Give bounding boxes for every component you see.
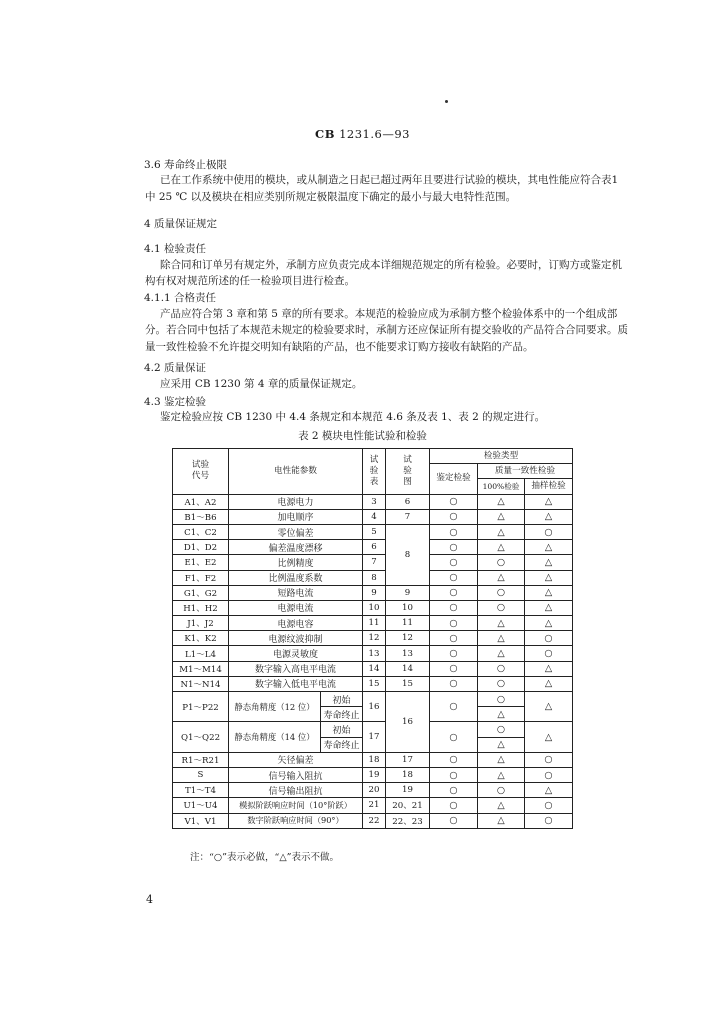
cell-code: Q1～Q22	[173, 722, 229, 752]
cell-test-figure: 15	[386, 676, 430, 691]
table-row	[173, 798, 573, 813]
header-qualification: 鉴定检验	[430, 464, 478, 494]
cell-code: T1～T4	[173, 783, 229, 798]
table-row	[173, 616, 573, 631]
section-4-2-line: 应采用 CB 1230 第 4 章的质量保证规定。	[160, 378, 363, 390]
cell-code: K1、K2	[173, 631, 229, 646]
cell-100-percent: △	[478, 798, 525, 813]
cell-sampling: △	[525, 692, 573, 722]
table-row	[173, 783, 573, 798]
header-sampling: 抽样检验	[525, 479, 573, 494]
section-4-1-1-line: 量一致性检验不允许提交明知有缺陷的产品，也不能要求订购方接收有缺陷的产品。	[145, 341, 534, 353]
cell-param: 数字输入低电平电流	[229, 676, 363, 691]
section-4-3-line: 鉴定检验应按 CB 1230 中 4.4 条规定和本规范 4.6 条及表 1、表 2 的规定进行。	[160, 411, 546, 423]
table-caption: 表 2 模块电性能试验和检验	[298, 430, 427, 442]
cell-qualification: ○	[430, 661, 478, 676]
cell-code: J1、J2	[173, 616, 229, 631]
cell-test-figure: 11	[386, 616, 430, 631]
cell-param: 短路电流	[229, 585, 363, 600]
table-row	[173, 722, 573, 737]
cell-param: 数字输入高电平电流	[229, 661, 363, 676]
cell-code: G1、G2	[173, 585, 229, 600]
cell-test-figure: 7	[386, 509, 430, 524]
cell-100-percent: ○	[478, 783, 525, 798]
cell-test-figure: 8	[386, 524, 430, 585]
header-100-percent: 100%检验	[478, 479, 525, 494]
cell-100-percent: ○	[478, 600, 525, 615]
cell-sub-initial: 初始	[321, 722, 363, 737]
cell-test-table: 7	[363, 555, 386, 570]
cell-param: 数字阶跃响应时间（90°）	[229, 813, 363, 828]
cell-test-table: 3	[363, 494, 386, 509]
cell-test-table: 8	[363, 570, 386, 585]
cell-sampling: △	[525, 616, 573, 631]
cell-test-table: 18	[363, 752, 386, 767]
cell-test-figure: 22、23	[386, 813, 430, 828]
table-row	[173, 600, 573, 615]
cell-code: L1～L4	[173, 646, 229, 661]
cell-test-table: 9	[363, 585, 386, 600]
cell-qualification: ○	[430, 813, 478, 828]
cell-param: 静态角精度（12 位）	[229, 692, 321, 722]
cell-100-percent: ○	[478, 676, 525, 691]
section-3-6-line: 已在工作系统中使用的模块，或从制造之日起已超过两年且要进行试验的模块，其电性能应符合表1	[160, 174, 619, 186]
cell-qualification: ○	[430, 798, 478, 813]
section-4-1-1-line: 产品应符合第 3 章和第 5 章的所有要求。本规范的检验应成为承制方整个检验体系中的一个组成部	[160, 308, 618, 320]
cell-sub-end-of-life: 寿命终止	[321, 707, 363, 722]
cell-code: S	[173, 767, 229, 782]
cell-test-figure: 13	[386, 646, 430, 661]
cell-test-figure: 19	[386, 783, 430, 798]
cell-param: 比例精度	[229, 555, 363, 570]
section-4-1-title: 4.1 检验责任	[144, 243, 207, 255]
header-inspection-type: 检验类型	[430, 449, 573, 464]
cell-sampling: ○	[525, 752, 573, 767]
cell-param: 电源灵敏度	[229, 646, 363, 661]
page-number: 4	[146, 893, 153, 906]
table-row	[173, 646, 573, 661]
header-test-table: 试验表	[363, 449, 386, 495]
table-row	[173, 555, 573, 570]
cell-code: U1～U4	[173, 798, 229, 813]
section-4-1-1-title: 4.1.1 合格责任	[144, 292, 217, 304]
header-quality-consistency: 质量一致性检验	[478, 464, 573, 479]
cell-code: P1～P22	[173, 692, 229, 722]
cell-qualification: ○	[430, 646, 478, 661]
cell-100-percent: ○	[478, 555, 525, 570]
cell-sampling: △	[525, 570, 573, 585]
table-row	[173, 631, 573, 646]
cell-test-table: 4	[363, 509, 386, 524]
table-row	[173, 570, 573, 585]
cell-test-figure: 16	[386, 692, 430, 753]
section-3-6-line: 中 25 ℃ 以及模块在相应类别所规定极限温度下确定的最小与最大电特性范围。	[145, 191, 517, 203]
header-code: 试验代号	[173, 449, 229, 495]
cell-100-percent: △	[478, 752, 525, 767]
cell-sampling: △	[525, 661, 573, 676]
cell-qualification: ○	[430, 722, 478, 752]
cell-sampling: ○	[525, 798, 573, 813]
table-row	[173, 540, 573, 555]
cell-code: D1、D2	[173, 540, 229, 555]
table-row	[173, 585, 573, 600]
cell-test-table: 17	[363, 722, 386, 752]
cell-param: 加电顺序	[229, 509, 363, 524]
cell-sampling: ○	[525, 524, 573, 539]
cell-param: 电源电容	[229, 616, 363, 631]
cell-sampling: ○	[525, 646, 573, 661]
cell-100-percent: △	[478, 631, 525, 646]
section-4-title: 4 质量保证规定	[144, 218, 218, 230]
cell-test-figure: 9	[386, 585, 430, 600]
cell-qualification: ○	[430, 692, 478, 722]
cell-qualification: ○	[430, 600, 478, 615]
cell-qualification: ○	[430, 752, 478, 767]
electrical-test-table	[172, 448, 573, 829]
cell-test-figure: 18	[386, 767, 430, 782]
cell-sampling: △	[525, 676, 573, 691]
cell-code: V1、V1	[173, 813, 229, 828]
section-3-6-title: 3.6 寿命终止极限	[144, 159, 228, 171]
cell-test-table: 6	[363, 540, 386, 555]
table-row	[173, 661, 573, 676]
cell-test-table: 20	[363, 783, 386, 798]
cell-qualification: ○	[430, 524, 478, 539]
cell-test-figure: 6	[386, 494, 430, 509]
cell-test-figure: 20、21	[386, 798, 430, 813]
cell-test-figure: 10	[386, 600, 430, 615]
cell-sampling: △	[525, 722, 573, 752]
cell-qualification: ○	[430, 555, 478, 570]
table-row	[173, 494, 573, 509]
table-row	[173, 752, 573, 767]
cell-param: 模拟阶跃响应时间（10°阶跃）	[229, 798, 363, 813]
section-4-2-title: 4.2 质量保证	[144, 362, 207, 374]
table-row	[173, 692, 573, 707]
header-test-figure: 试验图	[386, 449, 430, 495]
scan-speck	[445, 100, 448, 103]
cell-code: M1～M14	[173, 661, 229, 676]
cell-sampling: △	[525, 555, 573, 570]
table-row	[173, 509, 573, 524]
cell-100-percent: ○	[478, 692, 525, 707]
cell-sub-end-of-life: 寿命终止	[321, 737, 363, 752]
cell-sampling: ○	[525, 813, 573, 828]
cell-qualification: ○	[430, 783, 478, 798]
cell-param: 信号输出阻抗	[229, 783, 363, 798]
cell-sampling: △	[525, 540, 573, 555]
cell-sampling: △	[525, 509, 573, 524]
cell-100-percent: △	[478, 707, 525, 722]
table-note: 注：“○”表示必做，“△”表示不做。	[190, 852, 340, 863]
table-row	[173, 767, 573, 782]
cell-100-percent: △	[478, 494, 525, 509]
cell-test-table: 19	[363, 767, 386, 782]
header-param: 电性能参数	[229, 449, 363, 495]
cell-sampling: △	[525, 783, 573, 798]
cell-param: 电源纹波抑制	[229, 631, 363, 646]
cell-code: N1～N14	[173, 676, 229, 691]
cell-test-table: 16	[363, 692, 386, 722]
cell-qualification: ○	[430, 616, 478, 631]
cell-qualification: ○	[430, 540, 478, 555]
cell-sampling: △	[525, 585, 573, 600]
cell-code: R1～R21	[173, 752, 229, 767]
cell-sampling: △	[525, 600, 573, 615]
cell-test-table: 15	[363, 676, 386, 691]
cell-code: B1～B6	[173, 509, 229, 524]
cell-100-percent: △	[478, 616, 525, 631]
cell-code: F1、F2	[173, 570, 229, 585]
section-4-1-1-line: 分。若合同中包括了本规范未规定的检验要求时，承制方还应保证所有提交验收的产品符合合同要求。质	[145, 324, 628, 336]
cell-param: 偏差温度漂移	[229, 540, 363, 555]
standard-number: 1231.6—93	[339, 127, 410, 141]
cell-100-percent: ○	[478, 585, 525, 600]
cell-param: 零位偏差	[229, 524, 363, 539]
cell-test-table: 14	[363, 661, 386, 676]
cell-100-percent: △	[478, 570, 525, 585]
cell-test-table: 5	[363, 524, 386, 539]
cell-qualification: ○	[430, 494, 478, 509]
cell-test-table: 11	[363, 616, 386, 631]
cell-100-percent: △	[478, 813, 525, 828]
cell-code: A1、A2	[173, 494, 229, 509]
cell-test-table: 13	[363, 646, 386, 661]
table-row	[173, 524, 573, 539]
standard-prefix: CB	[315, 127, 335, 141]
cell-code: C1、C2	[173, 524, 229, 539]
cell-100-percent: △	[478, 767, 525, 782]
section-4-3-title: 4.3 鉴定检验	[144, 396, 207, 408]
section-4-1-line: 除合同和订单另有规定外，承制方应负责完成本详细规范规定的所有检验。必要时，订购方或鉴定机	[160, 259, 622, 271]
cell-sampling: ○	[525, 767, 573, 782]
cell-sampling: △	[525, 494, 573, 509]
cell-param: 信号输入阻抗	[229, 767, 363, 782]
cell-100-percent: △	[478, 524, 525, 539]
table-row	[173, 676, 573, 691]
cell-qualification: ○	[430, 570, 478, 585]
cell-100-percent: ○	[478, 722, 525, 737]
cell-qualification: ○	[430, 631, 478, 646]
cell-code: E1、E2	[173, 555, 229, 570]
cell-100-percent: △	[478, 540, 525, 555]
cell-test-table: 22	[363, 813, 386, 828]
cell-100-percent: △	[478, 509, 525, 524]
cell-param: 矢径偏差	[229, 752, 363, 767]
cell-test-figure: 14	[386, 661, 430, 676]
cell-code: H1、H2	[173, 600, 229, 615]
cell-param: 静态角精度（14 位）	[229, 722, 321, 752]
cell-test-table: 10	[363, 600, 386, 615]
cell-test-table: 12	[363, 631, 386, 646]
cell-qualification: ○	[430, 585, 478, 600]
cell-100-percent: △	[478, 737, 525, 752]
section-4-1-line: 构有权对规范所述的任一检验项目进行检查。	[145, 275, 355, 287]
cell-qualification: ○	[430, 676, 478, 691]
document-header	[0, 127, 725, 141]
table-row	[173, 813, 573, 828]
cell-sub-initial: 初始	[321, 692, 363, 707]
cell-test-figure: 12	[386, 631, 430, 646]
cell-test-figure: 17	[386, 752, 430, 767]
cell-qualification: ○	[430, 509, 478, 524]
cell-param: 电源电力	[229, 494, 363, 509]
cell-sampling: ○	[525, 631, 573, 646]
cell-param: 电源电流	[229, 600, 363, 615]
cell-qualification: ○	[430, 767, 478, 782]
cell-100-percent: △	[478, 646, 525, 661]
cell-test-table: 21	[363, 798, 386, 813]
cell-100-percent: ○	[478, 661, 525, 676]
cell-param: 比例温度系数	[229, 570, 363, 585]
